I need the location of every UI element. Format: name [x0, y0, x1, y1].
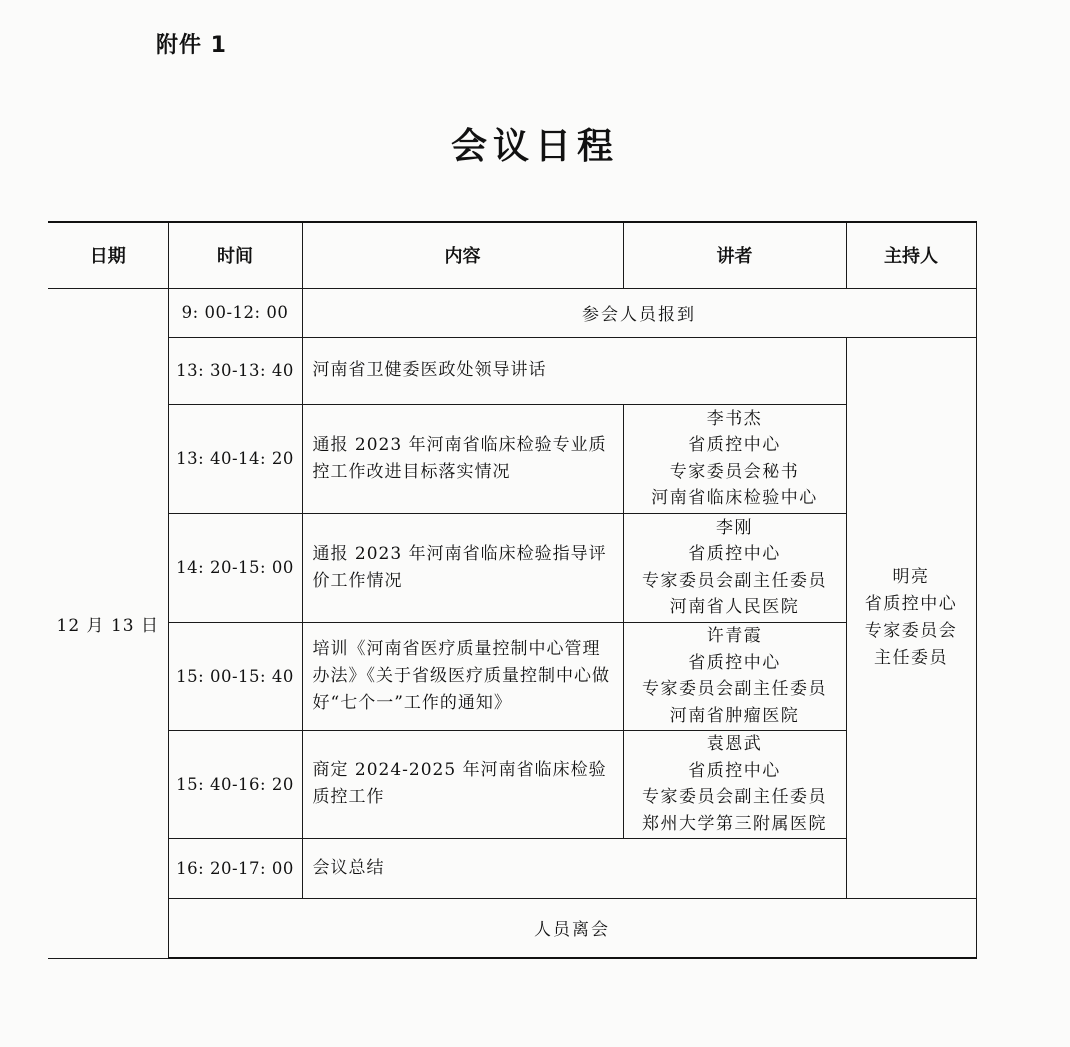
content-cell: 通报 2023 年河南省临床检验指导评价工作情况: [302, 513, 623, 622]
time-cell: 14: 20-15: 00: [168, 513, 302, 622]
content-cell: 通报 2023 年河南省临床检验专业质控工作改进目标落实情况: [302, 404, 623, 513]
table-row: [48, 288, 976, 337]
speaker-line: 袁恩武: [706, 734, 763, 754]
speaker-cell: [623, 513, 846, 622]
table-row: [48, 898, 976, 958]
time-cell: 13: 40-14: 20: [168, 404, 302, 513]
speaker-line: 省质控中心: [688, 435, 781, 455]
speaker-cell: [623, 622, 846, 730]
host-line: 专家委员会: [864, 620, 958, 641]
table-row: [48, 337, 976, 404]
host-line: 明亮: [892, 566, 930, 587]
time-cell: 15: 00-15: 40: [168, 622, 302, 730]
host-line: 主任委员: [874, 647, 948, 668]
time-cell: 9: 00-12: 00: [168, 288, 302, 337]
content-cell: 商定 2024-2025 年河南省临床检验质控工作: [302, 730, 623, 838]
speaker-line: 专家委员会副主任委员: [642, 570, 827, 591]
page-title: 会议日程: [450, 126, 619, 167]
host-cell: [846, 337, 976, 898]
speaker-line: 河南省临床检验中心: [651, 488, 818, 508]
speaker-line: 专家委员会副主任委员: [642, 787, 827, 807]
speaker-line: 李书杰: [706, 408, 763, 429]
speaker-line: 专家委员会秘书: [669, 461, 800, 482]
closing-cell: 人员离会: [168, 898, 976, 958]
speaker-line: 省质控中心: [688, 652, 781, 673]
speaker-cell: [623, 404, 846, 513]
content-cell: 会议总结: [302, 838, 846, 898]
content-cell: 培训《河南省医疗质量控制中心管理办法》《关于省级医疗质量控制中心做好“七个一”工作的通知》: [302, 622, 623, 730]
time-cell: 16: 20-17: 00: [168, 838, 302, 898]
table-row: [48, 404, 976, 513]
table-row: [48, 838, 976, 898]
table-row: [48, 513, 976, 622]
table-row: [48, 622, 976, 730]
table-row: [48, 730, 976, 838]
time-cell: 13: 30-13: 40: [168, 337, 302, 404]
registration-cell: 参会人员报到: [302, 288, 976, 337]
schedule-table: [48, 221, 977, 959]
speaker-line: 省质控中心: [688, 760, 781, 781]
header-time: 时间: [168, 222, 302, 288]
speaker-line: 河南省人民医院: [669, 597, 800, 617]
time-cell: 15: 40-16: 20: [168, 730, 302, 838]
header-content: 内容: [302, 222, 623, 288]
speaker-cell: [623, 730, 846, 838]
speaker-line: 李刚: [716, 517, 753, 538]
attachment-label: 附件 1: [156, 33, 227, 58]
header-row: [48, 222, 976, 288]
header-date: 日期: [48, 222, 168, 288]
speaker-line: 专家委员会副主任委员: [642, 679, 827, 699]
speaker-line: 省质控中心: [688, 544, 781, 564]
date-cell: 12 月 13 日: [48, 288, 168, 958]
header-speaker: 讲者: [623, 222, 846, 288]
host-line: 省质控中心: [864, 593, 958, 614]
speaker-line: 许青霞: [706, 626, 763, 646]
header-host: 主持人: [846, 222, 976, 288]
content-cell: 河南省卫健委医政处领导讲话: [302, 337, 846, 404]
speaker-line: 河南省肿瘤医院: [669, 705, 800, 726]
speaker-line: 郑州大学第三附属医院: [642, 813, 827, 834]
